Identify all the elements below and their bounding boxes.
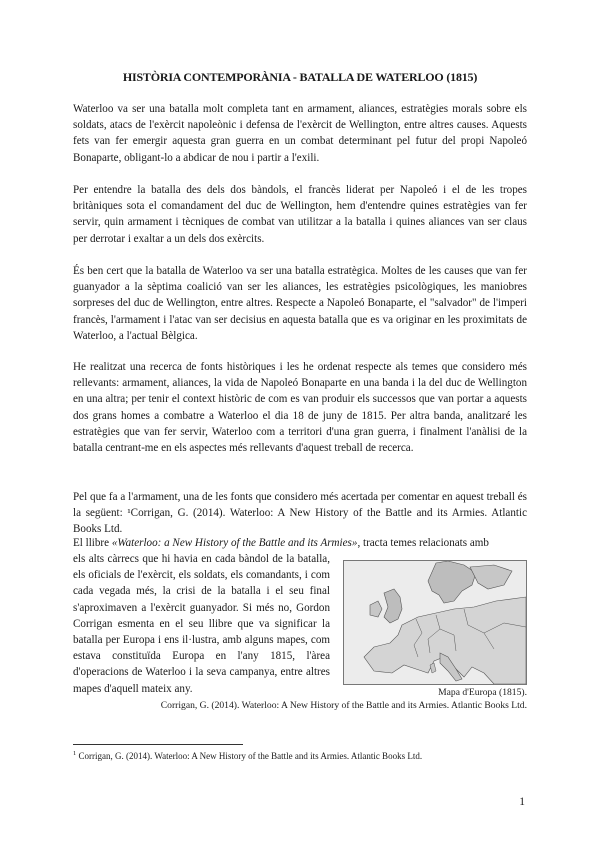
figure-caption-source: Corrigan, G. (2014). Waterloo: A New History of the Battle and its Armies. Atlantic Books Ltd. [160,700,527,711]
europe-map-icon [344,561,526,684]
footnote [73,750,422,761]
document-title: HISTÒRIA CONTEMPORÀNIA - BATALLA DE WATERLOO (1815) [122,70,478,84]
book-intro: El llibre [73,537,112,549]
page-number: 1 [519,796,525,808]
paragraph-book [73,535,527,551]
paragraph-strategy: És ben cert que la batalla de Waterloo va ser una batalla estratègica. Moltes de les causes que van fer guanyador a la sèptima coalició van ser les aliances, les estratègies psicològiques, les maniobres sorpreses del duc de Wellington, entre altres. Respecte a Napoleó Bonaparte, el "salvador" de l'imperi francès, l'armament i l'atac van ser decisius en aquesta batalla que es va originar en les proximitats de Waterloo, a l'actual Bèlgica. [73,265,527,342]
footnote-marker: 1 [73,750,77,757]
book-title: «Waterloo: a New History of the Battle and its Armies» [111,537,358,549]
figure-caption-title: Mapa d'Europa (1815). [438,687,527,698]
book-line-end: , tracta temes relacionats amb [357,537,489,549]
paragraph-sides: Per entendre la batalla des dels dos bàndols, el francès liderat per Napoleó i el de les tropes britàniques sota el comandament del duc de Wellington, hem d'entendre quines estratègies van fer servir, quin armament i tècniques de combat van utilitzar a la batalla i quines aliances van ser claus per derrotar i exaltar a un dels dos exèrcits. [73,184,527,245]
paragraph-research: He realitzat una recerca de fonts històriques i les he ordenat respecte als temes que considero més rellevants: armament, aliances, la vida de Napoleó Bonaparte en una banda i la del duc de Wellington en una altra; per tenir el context històric de com es van produir els successos que van portar a aquests dos grans homes a combatre a Waterloo el dia 18 de juny de 1815. Per altra banda, analitzaré les estratègies que van fer servir, Waterloo com a territori d'una gran guerra, i finalment l'anàlisi de la batalla centrant-me en els aspectes més rellevants d'aquest treball de recerca. [73,361,527,455]
footnote-divider [73,744,243,745]
footnote-text: Corrigan, G. (2014). Waterloo: A New History of the Battle and its Armies. Atlantic Books Ltd. [76,751,423,761]
europe-map-figure [343,560,527,685]
paragraph-intro: Waterloo va ser una batalla molt completa tant en armament, aliances, estratègies morals sobre els soldats, atacs de l'exèrcit napoleònic i defensa de l'exèrcit de Wellington, entre altres causes. Aquests fets van fer emergir aquesta gran guerra en un combat determinant pel futur del propi Napoleó Bonaparte, obligant-lo a abdicar de nou i partir a l'exili. [73,103,527,164]
paragraph-book-body: els alts càrrecs que hi havia en cada bàndol de la batalla, els oficials de l'exèrcit, els soldats, els comandants, i com cada vegada més, la crisi de la batalla i el seu final s'aproximaven a l'exèrcit guanyador. Si més no, Gordon Corrigan esmenta en el seu llibre que va significar la batalla per Europa i ens il·lustra, amb alguns mapes, com estava constituïda Europa en l'any 1815, l'àrea d'operacions de Waterloo i la seva campanya, entre altres mapes d'aquell mateix any. [73,553,330,695]
paragraph-sources: Pel que fa a l'armament, una de les fonts que considero més acertada per comentar en aquest treball és la següent: ¹Corrigan, G. (2014). Waterloo: A New History of the Battle and its Armies. Atlantic Books Ltd. [73,491,527,536]
book-line [73,535,527,551]
